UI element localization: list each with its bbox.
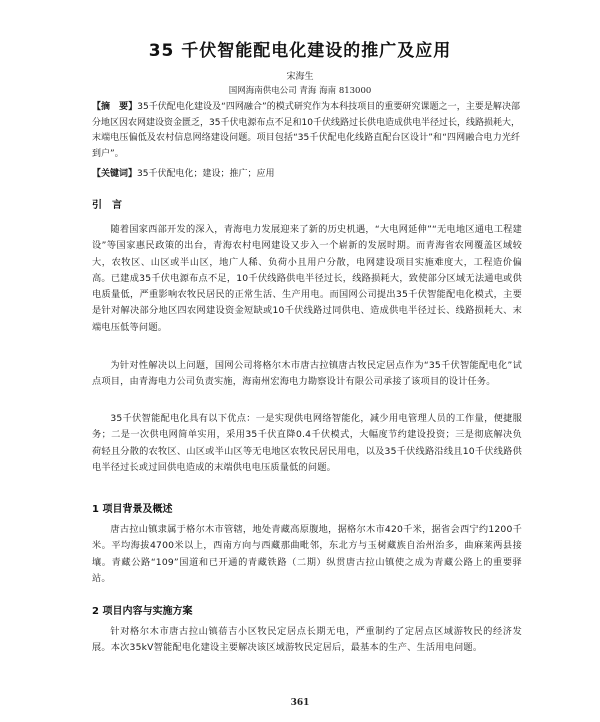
section-heading-2: 2 项目内容与实施方案 xyxy=(92,606,193,617)
section-heading-1: 1 项目背景及概述 xyxy=(92,504,173,515)
section-heading-intro: 引 言 xyxy=(92,200,122,211)
section-2-paragraph: 针对格尔木市唐古拉山镇蓓吉小区牧民定居点长期无电，严重制约了定居点区域游牧民的经济发展。本次35kV智能配电化建设主要解决该区域游牧民定居后，最基本的生产、生活用电问题。 xyxy=(92,626,522,654)
keywords-text: 35千伏配电化；建设；推广；应用 xyxy=(137,169,275,179)
intro-paragraph-2: 为针对性解决以上问题，国网公司将格尔木市唐古拉镇唐古牧民定居点作为“35千伏智能配电化”试点项目，由青海电力公司负责实施，海南州宏海电力勘察设计有限公司承接了该项目的设计任务。 xyxy=(92,360,522,388)
paper-title: 35 千伏智能配电化建设的推广及应用 xyxy=(148,41,452,61)
keywords-block xyxy=(92,167,520,182)
page-number: 361 xyxy=(290,698,310,708)
abstract-block xyxy=(92,100,520,162)
keywords-label: 【关键词】 xyxy=(92,169,138,179)
author-affiliation: 国网海南供电公司 青海 海南 813000 xyxy=(228,86,372,96)
intro-paragraph-1: 随着国家西部开发的深入，青海电力发展迎来了新的历史机遇，“大电网延伸”“无电地区通电工程建设”等国家惠民政策的出台，青海农村电网建设又步入一个崭新的发展时期。而青海省农网覆盖区域较大，农牧区、山区或半山区，地广人稀、负荷小且用户分散，电网建设项目实施难度大，工程造价偏高。已建成35千伏电源布点不足，10千伏线路供电半径过长，线路损耗大，致使部分区域无法通电或供电质量低，严重影响农牧民居民的正常生活、生产用电。而国网公司提出35千伏智能配电化模式，主要是针对解决部分地区四农网建设资金短缺或10千伏线路过同供电、造成供电半径过长、线路损耗大、末端电压低等问题。 xyxy=(92,224,522,333)
intro-paragraph-3: 35千伏智能配电化具有以下优点：一是实现供电网络智能化，减少用电管理人员的工作量，便捷服务；二是一次供电网简单实用，采用35千伏直降0.4千伏模式，大幅度节约建设投资；三是彻底解决负荷轻且分散的农牧区、山区或半山区等无电地区农牧民居民用电，以及35千伏线路沿线且10千伏线路供电半径过长或过回供电造成的末端供电电压质量低的问题。 xyxy=(92,413,522,473)
abstract-text: 35千伏配电化建设及“四网融合”的模式研究作为本科技项目的重要研究课题之一，主要是解决部分地区因农网建设资金匮乏，35千伏电源布点不足和10千伏线路过长供电造成供电半径过长，线路损耗大，末端电压偏低及农村信息网络建设问题。项目包括“35千伏配电化线路直配台区设计”和“四网融合电力光纤到户”。 xyxy=(92,102,520,159)
author-name: 宋海生 xyxy=(286,72,314,82)
abstract-label: 【摘 要】 xyxy=(92,102,138,112)
section-1-paragraph: 唐古拉山镇隶属于格尔木市管辖，地处青藏高原腹地，据格尔木市420千米，据省会西宁约1200千米。平均海拔4700米以上，西南方向与西藏那曲毗邻，东北方与玉树藏族自治州治多，曲麻莱两县接壤。青藏公路“109”国道和已开通的青藏铁路（二期）纵贯唐古拉山镇使之成为青藏公路上的重要驿站。 xyxy=(92,524,522,584)
